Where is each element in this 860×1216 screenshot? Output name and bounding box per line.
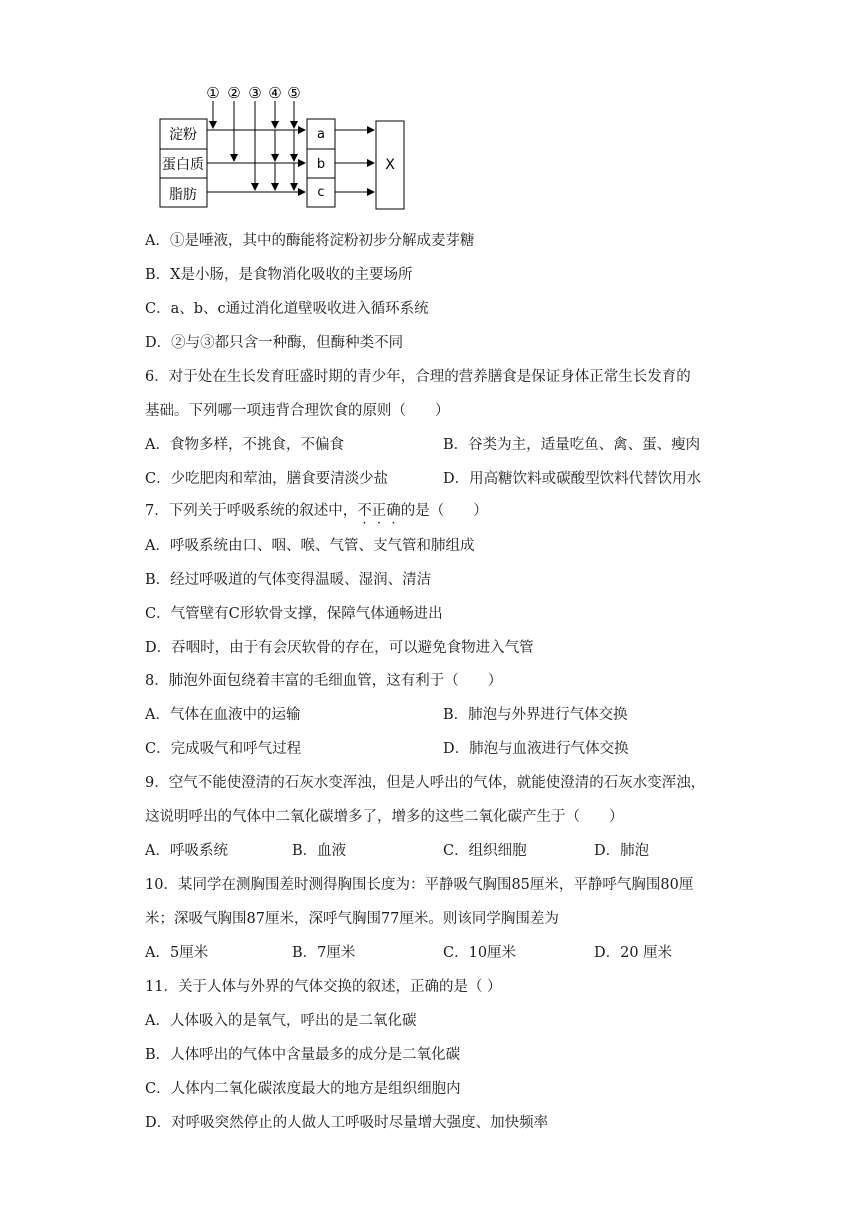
q8-options-row2 <box>145 739 725 759</box>
flow-arrows <box>207 101 374 192</box>
q7-option-c: C．气管壁有C形软骨支撑，保障气体通畅进出 <box>145 606 443 622</box>
q6-options-row2 <box>145 469 725 489</box>
q11-option-b: B．人体呼出的气体中含量最多的成分是二氧化碳 <box>145 1047 461 1063</box>
q6-stem-line2: 基础。下列哪一项违背合理饮食的原则（ ） <box>145 403 450 419</box>
marker-4: ④ <box>268 84 282 102</box>
q10-option-d: D．20 厘米 <box>594 945 673 961</box>
q8-option-b: B．肺泡与外界进行气体交换 <box>443 707 628 723</box>
q7-stem <box>145 501 488 521</box>
q7-emphasis-2: 正 <box>371 503 387 519</box>
product-b: b <box>316 157 326 172</box>
marker-3: ③ <box>248 84 262 102</box>
q5-option-b: B．X是小肠，是食物消化吸收的主要场所 <box>145 267 413 283</box>
q6-option-b: B．谷类为主，适量吃鱼、禽、蛋、瘦肉 <box>443 437 701 453</box>
nutrient-starch: 淀粉 <box>169 127 197 143</box>
q6-option-c: C．少吃肥肉和荤油，膳食要清淡少盐 <box>145 471 389 487</box>
q10-option-a: A．5厘米 <box>145 945 209 961</box>
product-boxes <box>307 119 335 207</box>
q8-option-a: A．气体在血液中的运输 <box>145 707 301 723</box>
q8-stem: 8．肺泡外面包绕着丰富的毛细血管，这有利于（ ） <box>145 673 503 689</box>
marker-2: ② <box>227 84 241 102</box>
q6-options-row1 <box>145 435 725 455</box>
q5-option-d: D．②与③都只含一种酶，但酶种类不同 <box>145 335 404 351</box>
q6-stem-line1: 6．对于处在生长发育旺盛时期的青少年，合理的营养膳食是保证身体正常生长发育的 <box>145 369 691 385</box>
q7-stem-pre: 7．下列关于呼吸系统的叙述中， <box>145 503 358 519</box>
q9-option-b: B．血液 <box>292 843 347 859</box>
q5-option-a: A．①是唾液，其中的酶能将淀粉初步分解成麦芽糖 <box>145 233 475 249</box>
product-c: c <box>317 185 325 200</box>
marker-circles <box>206 84 300 102</box>
organ-label: X <box>385 157 395 173</box>
q7-option-a: A．呼吸系统由口、咽、喉、气管、支气管和肺组成 <box>145 538 475 554</box>
q10-option-c: C．10厘米 <box>443 945 517 961</box>
q10-stem-line2: 米；深吸气胸围87厘米，深呼气胸围77厘米。则该同学胸围差为 <box>145 911 559 927</box>
nutrient-protein: 蛋白质 <box>162 157 204 173</box>
digestion-diagram <box>155 83 415 213</box>
q11-option-c: C．人体内二氧化碳浓度最大的地方是组织细胞内 <box>145 1081 461 1097</box>
q8-option-d: D．肺泡与血液进行气体交换 <box>443 741 629 757</box>
q9-option-a: A．呼吸系统 <box>145 843 228 859</box>
q9-stem-line2: 这说明呼出的气体中二氧化碳增多了，增多的这些二氧化碳产生于（ ） <box>145 809 624 825</box>
q11-option-a: A．人体吸入的是氧气，呼出的是二氧化碳 <box>145 1013 417 1029</box>
nutrient-boxes <box>160 119 207 207</box>
q8-option-c: C．完成吸气和呼气过程 <box>145 741 302 757</box>
q6-option-d: D．用高糖饮料或碳酸型饮料代替饮用水 <box>443 471 702 487</box>
q7-stem-post: 的是（ ） <box>400 503 488 519</box>
q7-option-b: B．经过呼吸道的气体变得温暖、湿润、清洁 <box>145 572 432 588</box>
q9-stem-line1: 9．空气不能使澄清的石灰水变浑浊，但是人呼出的气体，就能使澄清的石灰水变浑浊， <box>145 775 706 791</box>
q9-option-d: D．肺泡 <box>594 843 650 859</box>
q11-stem: 11．关于人体与外界的气体交换的叙述，正确的是（ ） <box>145 979 502 995</box>
q6-option-a: A．食物多样，不挑食，不偏食 <box>145 437 344 453</box>
q8-options-row1 <box>145 705 725 725</box>
nutrient-fat: 脂肪 <box>169 187 197 203</box>
q10-options-row <box>145 943 725 963</box>
marker-1: ① <box>206 84 220 102</box>
q10-stem-line1: 10．某同学在测胸围差时测得胸围长度为：平静吸气胸围85厘米，平静呼气胸围80厘 <box>145 877 694 893</box>
q9-options-row <box>145 841 725 861</box>
q5-option-c: C．a、b、c通过消化道壁吸收进入循环系统 <box>145 301 429 317</box>
marker-5: ⑤ <box>287 84 301 102</box>
q7-emphasis-3: 确 <box>386 503 401 519</box>
product-a: a <box>317 127 325 142</box>
q9-option-c: C．组织细胞 <box>443 843 527 859</box>
q11-option-d: D．对呼吸突然停止的人做人工呼吸时尽量增大强度、加快频率 <box>145 1115 549 1131</box>
q10-option-b: B．7厘米 <box>292 945 356 961</box>
q7-option-d: D．吞咽时，由于有会厌软骨的存在，可以避免食物进入气管 <box>145 640 534 656</box>
q7-emphasis-1: 不 <box>357 503 372 519</box>
